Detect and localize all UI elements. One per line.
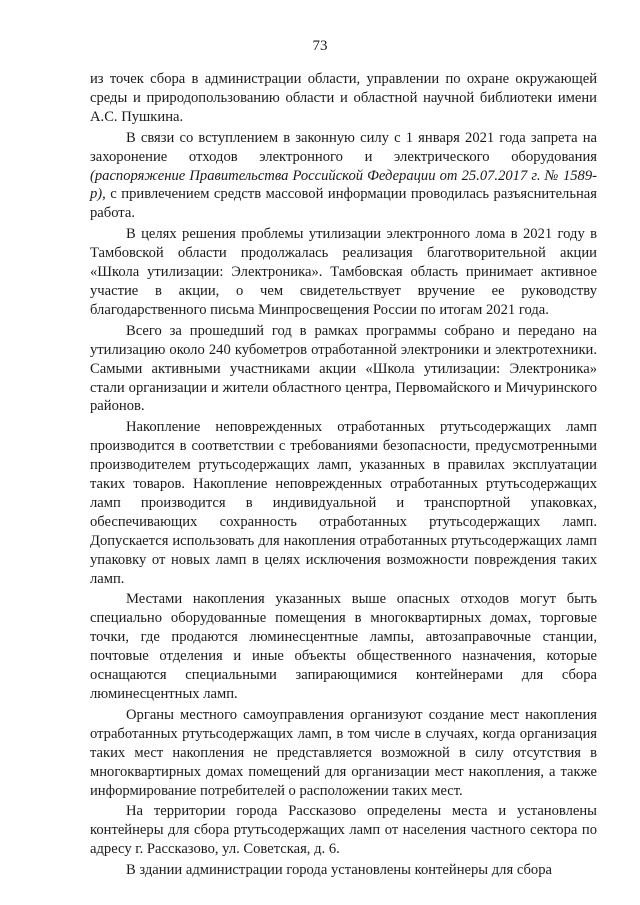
paragraph-lamp-accumulation: Накопление неповрежденных отработанных ртутьсодержащих ламп производится в соответствии с требованиями безопасности, предусмотренными производителем ртутьсодержащих ламп, указанных в правилах эксплуатации таких товаров. Накопление неповрежденных отработанных ртутьсодержащих ламп производится в индивидуальной и транспортной упаковках, обеспечивающих сохранность отработанных ртутьсодержащих ламп. Допускается использовать для накопления отработанных ртутьсодержащих ламп упаковку от новых ламп в целях исключения возможности повреждения таких ламп. bbox=[90, 419, 597, 587]
paragraph-rasskazovo-sites: На территории города Рассказово определены места и установлены контейнеры для сбора ртутьсодержащих ламп от населения частного сектора по адресу г. Рассказово, ул. Советская, д. 6. bbox=[90, 803, 597, 858]
document-body bbox=[90, 70, 597, 882]
paragraph-local-government: Органы местного самоуправления организуют создание мест накопления отработанных ртутьсодержащих ламп, в том числе в случаях, когда организация таких мест накопления не представляется возможной в силу отсутствия в многоквартирных домах помещений для организации мест накопления, а также информирование потребителей о расположении таких мест. bbox=[90, 706, 597, 799]
paragraph-text: , с привлечением средств массовой информации проводилась разъяснительная работа. bbox=[90, 186, 597, 222]
page-number: 73 bbox=[312, 38, 328, 54]
government-order-reference: (распоряжение Правительства Российской Федерации от 25.07.2017 г. № 1589-р) bbox=[90, 167, 597, 203]
paragraph-school-recycling: В целях решения проблемы утилизации электронного лома в 2021 году в Тамбовской области продолжалась реализация благотворительной акции «Школа утилизации: Электроника». Тамбовская область принимает активное участие в акции, о чем свидетельствует вручение ее руководству благодарственного письма Минпросвещения России по итогам 2021 года. bbox=[90, 226, 597, 318]
paragraph-text: В связи со вступлением в законную силу с 1 января 2021 года запрета на захоронение отходов электронного и электрического оборудования bbox=[90, 129, 597, 165]
paragraph-accumulation-places: Местами накопления указанных выше опасных отходов могут быть специально оборудованные помещения в многоквартирных домах, торговые точки, где продаются люминесцентные лампы, автозаправочные станции, почтовые отделения и иные объекты общественного назначения, которые оснащаются специальными запирающимися контейнерами для сбора люминесцентных ламп. bbox=[90, 591, 597, 702]
paragraph-continuation: из точек сбора в администрации области, управлении по охране окружающей среды и природопользованию области и областной научной библиотеки имени А.С. Пушкина. bbox=[90, 71, 597, 125]
paragraph-ban-announcement bbox=[90, 129, 597, 224]
paragraph-administration-building: В здании администрации города установлены контейнеры для сбора bbox=[126, 862, 552, 879]
paragraph-collection-totals: Всего за прошедший год в рамках программы собрано и передано на утилизацию около 240 кубометров отработанной электроники и электротехники. Самыми активными участниками акции «Школа утилизации: Электроника» стали организации и жители областного центра, Первомайского и Мичуринского районов. bbox=[90, 322, 597, 415]
